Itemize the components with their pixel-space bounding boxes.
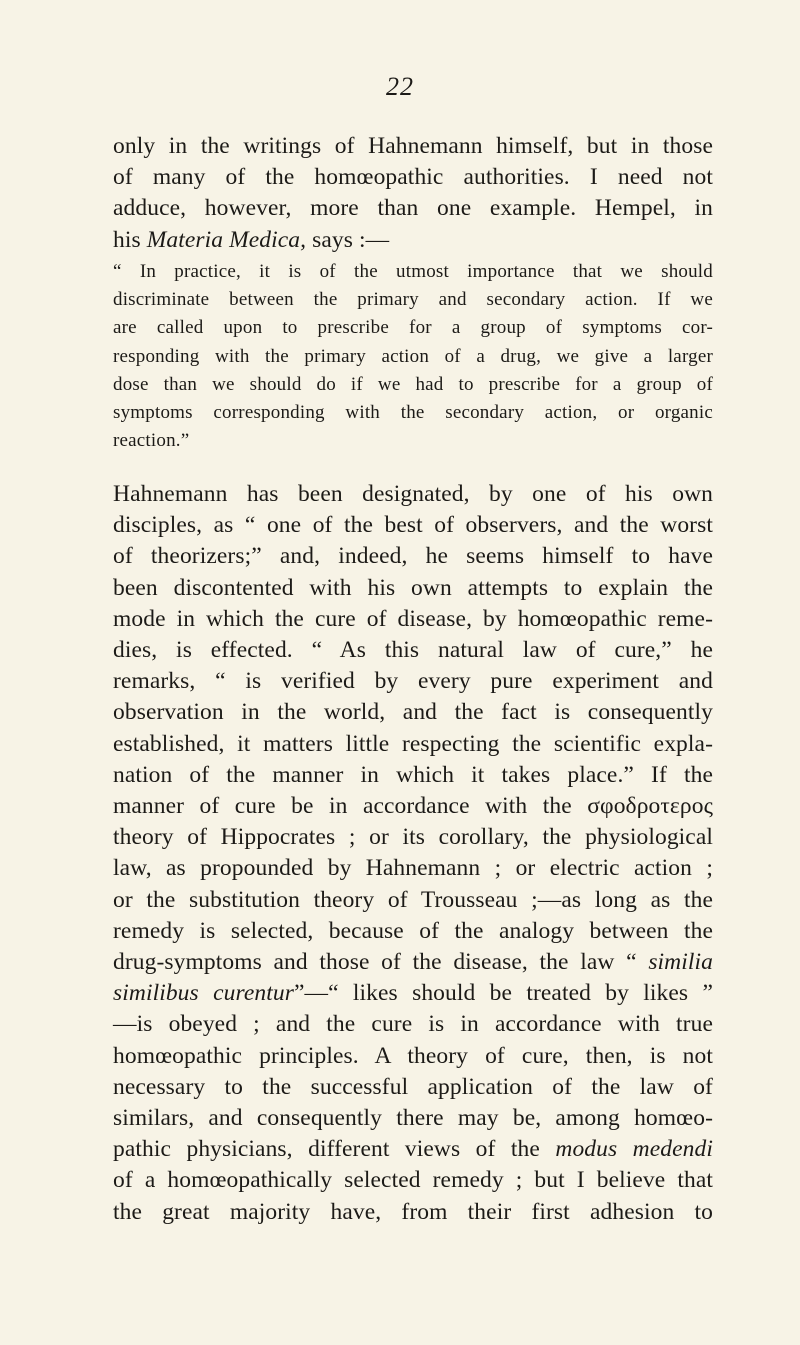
quote-line: dose than we should do if we had to prescribe for a group of: [113, 373, 713, 395]
text-line: of theorizers;” and, indeed, he seems himself to have: [113, 543, 713, 570]
text-line: or the substitution theory of Trousseau ;—as long as the: [113, 886, 713, 913]
block-quote: [85, 258, 713, 455]
text-line: observation in the world, and the fact is consequently: [113, 699, 713, 726]
text-line: adduce, however, more than one example. Hempel, in: [113, 195, 713, 222]
text-line: necessary to the successful application of the law of: [113, 1073, 713, 1100]
quote-line: reaction.”: [113, 430, 190, 452]
text-line: homœopathic principles. A theory of cure, then, is not: [113, 1042, 713, 1069]
text-line: only in the writings of Hahnemann himself, but in those: [113, 133, 713, 159]
text-line: drug-symptoms and those of the disease, the law “ similia: [113, 949, 713, 976]
quote-line: symptoms corresponding with the secondary action, or organic: [113, 402, 713, 424]
text-line: established, it matters little respecting the scientific expla-: [113, 730, 713, 757]
page-number: 22: [386, 72, 414, 101]
text-line: theory of Hippocrates ; or its corollary, the physiological: [113, 824, 713, 851]
book-title: Materia Medica,: [146, 226, 307, 253]
quote-line: discriminate between the primary and secondary action. If we: [113, 289, 713, 311]
quote-line: are called upon to prescribe for a group of symptoms cor-: [113, 317, 713, 339]
latin-phrase: similibus curentur: [113, 980, 294, 1007]
text-line: similibus curentur”—“ likes should be treated by likes ”: [113, 980, 713, 1007]
text-line: remarks, “ is verified by every pure experiment and: [113, 668, 713, 695]
text-line: similars, and consequently there may be, among homœo-: [113, 1105, 713, 1132]
paragraph-intro: [85, 131, 713, 256]
text-line: dies, is effected. “ As this natural law of cure,” he: [113, 637, 713, 664]
latin-phrase: similia: [648, 949, 713, 976]
text-line: his Materia Medica, says :—: [113, 226, 390, 253]
text-line: Hahnemann has been designated, by one of his own: [113, 481, 713, 507]
text-line: disciples, as “ one of the best of observers, and the worst: [113, 512, 713, 539]
text-line: nation of the manner in which it takes place.” If the: [113, 761, 713, 788]
text-line: the great majority have, from their first adhesion to: [113, 1198, 713, 1225]
text-line: mode in which the cure of disease, by homœopathic reme-: [113, 605, 713, 632]
text-line: manner of cure be in accordance with the σφοδροτερος: [113, 793, 713, 820]
quote-line: responding with the primary action of a drug, we give a larger: [113, 345, 713, 367]
latin-phrase: modus medendi: [555, 1136, 713, 1163]
text-line: remedy is selected, because of the analogy between the: [113, 917, 713, 944]
text-line: been discontented with his own attempts to explain the: [113, 574, 713, 601]
text-line: of a homœopathically selected remedy ; but I believe that: [113, 1167, 713, 1194]
text-line: of many of the homœopathic authorities. I need not: [113, 164, 713, 191]
text-line: pathic physicians, different views of the modus medendi: [113, 1136, 713, 1163]
paragraph-main: [85, 479, 713, 1228]
text-line: law, as propounded by Hahnemann ; or electric action ;: [113, 855, 713, 882]
text-line: —is obeyed ; and the cure is in accordance with true: [113, 1011, 713, 1038]
quote-line: “ In practice, it is of the utmost importance that we should: [113, 261, 713, 282]
